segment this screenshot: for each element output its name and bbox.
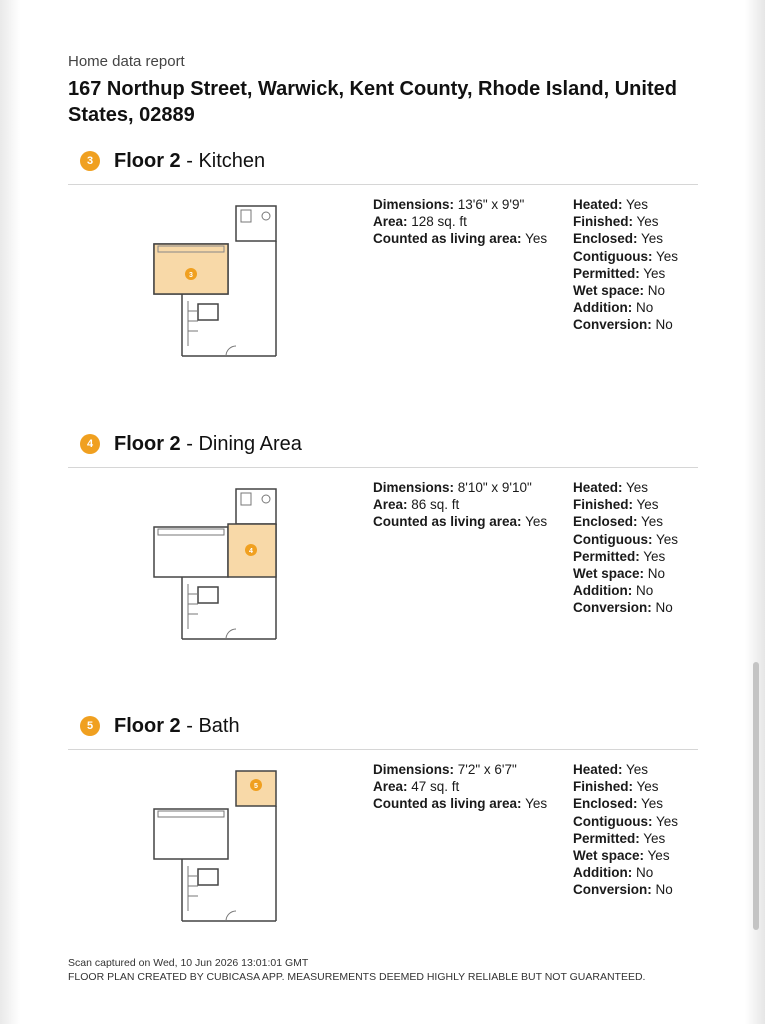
area-label: Area: <box>373 497 408 512</box>
title-separator: - <box>180 714 199 737</box>
attribute-value: Yes <box>641 514 664 530</box>
living-area-label: Counted as living area: <box>373 514 522 529</box>
attribute-label: Enclosed: <box>573 796 638 812</box>
attribute-label: Contiguous: <box>573 813 653 829</box>
room-number-badge: 5 <box>80 716 100 736</box>
attribute-value: No <box>655 882 673 898</box>
attribute-label: Wet space: <box>573 848 645 864</box>
area-value: 47 sq. ft <box>411 779 460 794</box>
attribute-value: Yes <box>641 796 664 812</box>
dimensions-label: Dimensions: <box>373 762 455 777</box>
section-header <box>80 713 240 739</box>
floor-label: Floor 2 <box>114 714 181 737</box>
attribute-value: No <box>647 283 666 299</box>
attribute-label: Permitted: <box>573 830 640 846</box>
room-number-badge: 4 <box>80 434 100 454</box>
disclaimer: FLOOR PLAN CREATED BY CUBICASA APP. MEASUREMENTS DEEMED HIGHLY RELIABLE BUT NOT GUARANTEED. <box>68 971 646 983</box>
room-name: Bath <box>198 714 240 737</box>
attribute-value: Yes <box>636 497 659 513</box>
attribute-value: Yes <box>643 265 666 281</box>
measurements <box>373 196 547 247</box>
measurements <box>373 761 547 812</box>
living-area-value: Yes <box>525 796 548 811</box>
page-edge-left <box>0 0 20 1024</box>
attribute-label: Addition: <box>573 865 633 881</box>
attribute-label: Finished: <box>573 779 633 795</box>
attribute-value: No <box>655 317 673 333</box>
attribute-value: No <box>636 300 654 316</box>
plan-room-marker: 4 <box>249 548 253 555</box>
divider <box>68 467 698 468</box>
attribute-value: Yes <box>636 779 659 795</box>
attribute-value: Yes <box>626 480 649 495</box>
attribute-label: Heated: <box>573 762 623 777</box>
attribute-label: Addition: <box>573 300 633 316</box>
floor-plan-thumbnail <box>148 761 283 926</box>
attribute-label: Heated: <box>573 197 623 212</box>
page-title: 167 Northup Street, Warwick, Kent County, Rhode Island, United States, 02889 <box>68 78 677 126</box>
attribute-value: Yes <box>641 231 664 247</box>
plan-room-marker: 3 <box>189 272 193 279</box>
attribute-value: Yes <box>636 214 659 230</box>
attribute-label: Conversion: <box>573 882 652 898</box>
attribute-value: No <box>647 566 666 582</box>
attribute-label: Permitted: <box>573 265 640 281</box>
room-number-badge: 3 <box>80 151 100 171</box>
attribute-value: No <box>636 865 654 881</box>
highlighted-room <box>154 244 228 294</box>
attribute-label: Conversion: <box>573 600 652 616</box>
living-area-value: Yes <box>525 514 548 529</box>
attribute-value: No <box>636 583 654 599</box>
footer <box>68 956 645 984</box>
attribute-list <box>573 761 678 899</box>
divider <box>68 749 698 750</box>
room-section-kitchen <box>68 148 698 408</box>
dimensions-label: Dimensions: <box>373 197 455 212</box>
attribute-label: Enclosed: <box>573 514 638 530</box>
attribute-value: Yes <box>656 813 679 829</box>
section-header <box>80 148 265 174</box>
area-label: Area: <box>373 214 408 229</box>
section-title <box>114 433 302 456</box>
floor-plan-thumbnail <box>148 196 283 361</box>
attribute-label: Finished: <box>573 497 633 513</box>
attribute-value: Yes <box>656 248 679 264</box>
floor-label: Floor 2 <box>114 149 181 172</box>
dimensions-value: 13'6" x 9'9" <box>457 197 525 212</box>
title-separator: - <box>180 432 199 455</box>
attribute-label: Contiguous: <box>573 531 653 547</box>
area-value: 128 sq. ft <box>411 214 467 229</box>
area-value: 86 sq. ft <box>411 497 460 512</box>
measurements <box>373 479 547 530</box>
living-area-value: Yes <box>525 231 548 246</box>
section-title <box>114 150 265 173</box>
highlighted-room <box>228 524 276 577</box>
floor-plan-thumbnail <box>148 479 283 644</box>
highlighted-room <box>236 771 276 806</box>
room-name: Dining Area <box>198 432 302 455</box>
section-header <box>80 431 302 457</box>
attribute-label: Enclosed: <box>573 231 638 247</box>
attribute-label: Heated: <box>573 480 623 495</box>
attribute-value: Yes <box>626 197 649 212</box>
attribute-value: Yes <box>626 762 649 777</box>
attribute-value: Yes <box>643 548 666 564</box>
room-section-bath <box>68 713 698 973</box>
attribute-value: Yes <box>647 848 670 864</box>
attribute-value: No <box>655 600 673 616</box>
living-area-label: Counted as living area: <box>373 231 522 246</box>
dimensions-label: Dimensions: <box>373 480 455 495</box>
scrollbar-thumb[interactable] <box>753 662 759 930</box>
attribute-label: Permitted: <box>573 548 640 564</box>
dimensions-value: 8'10" x 9'10" <box>457 480 532 495</box>
attribute-label: Contiguous: <box>573 248 653 264</box>
attribute-value: Yes <box>656 531 679 547</box>
area-label: Area: <box>373 779 408 794</box>
room-section-dining-area <box>68 431 698 691</box>
dimensions-value: 7'2" x 6'7" <box>457 762 517 777</box>
report-label: Home data report <box>68 53 185 70</box>
section-title <box>114 715 240 738</box>
attribute-label: Wet space: <box>573 283 645 299</box>
attribute-label: Finished: <box>573 214 633 230</box>
attribute-label: Wet space: <box>573 566 645 582</box>
attribute-list <box>573 196 678 334</box>
attribute-list <box>573 479 678 617</box>
room-name: Kitchen <box>198 149 266 172</box>
scan-timestamp: Scan captured on Wed, 10 Jun 2026 13:01:01 GMT <box>68 957 309 969</box>
attribute-label: Conversion: <box>573 317 652 333</box>
divider <box>68 184 698 185</box>
attribute-label: Addition: <box>573 583 633 599</box>
living-area-label: Counted as living area: <box>373 796 522 811</box>
attribute-value: Yes <box>643 830 666 846</box>
title-separator: - <box>180 149 199 172</box>
plan-room-marker: 5 <box>254 783 258 790</box>
floor-label: Floor 2 <box>114 432 181 455</box>
